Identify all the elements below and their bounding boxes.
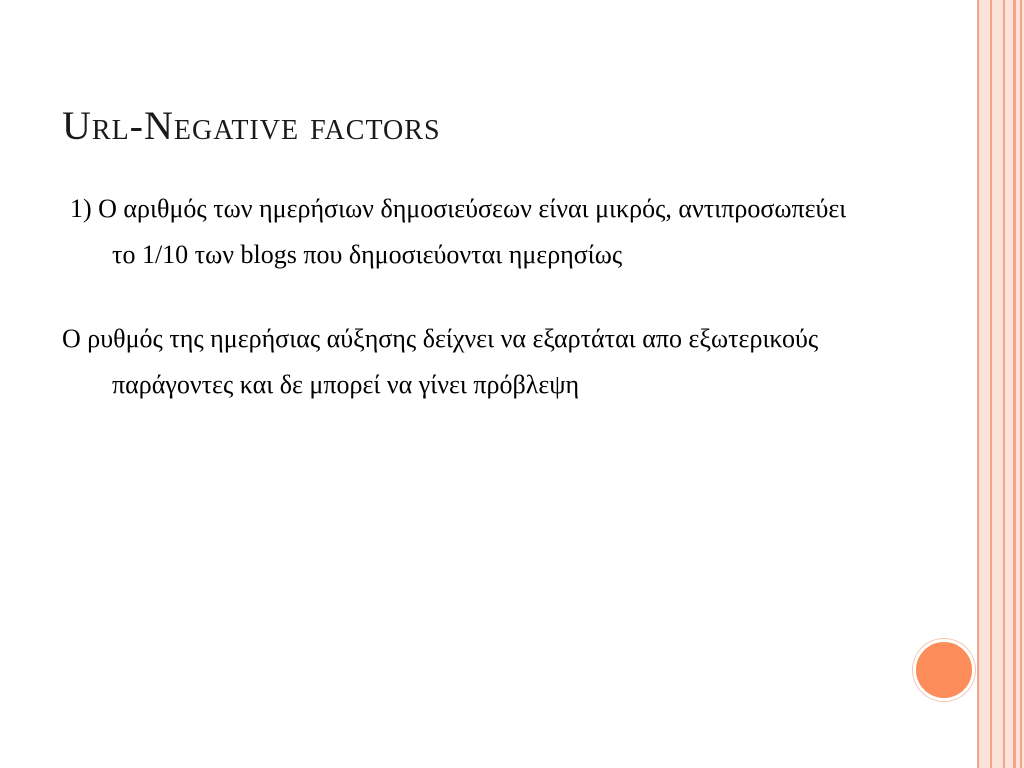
decorative-stripe-band [977,0,1024,768]
decorative-stripe [1003,0,1005,768]
decorative-stripe [977,0,979,768]
body-paragraph: Ο ρυθμός της ημερήσιας αύξησης δείχνει να εξαρτάται απο εξωτερικούς παράγοντες και δε μπορεί να γίνει πρόβλεψη [62,324,819,399]
decorative-stripe [990,0,992,768]
slide-body [62,186,862,408]
decorative-stripe [1020,0,1022,768]
slide-title: Url-Negative factors [62,103,441,148]
body-paragraph: 1) Ο αριθμός των ημερήσιων δημοσιεύσεων είναι μικρός, αντιπροσωπεύει το 1/10 των blogs που δημοσιεύονται ημερησίως [70,194,847,269]
decorative-stripe [1013,0,1016,768]
decorative-circle-icon [913,639,975,701]
